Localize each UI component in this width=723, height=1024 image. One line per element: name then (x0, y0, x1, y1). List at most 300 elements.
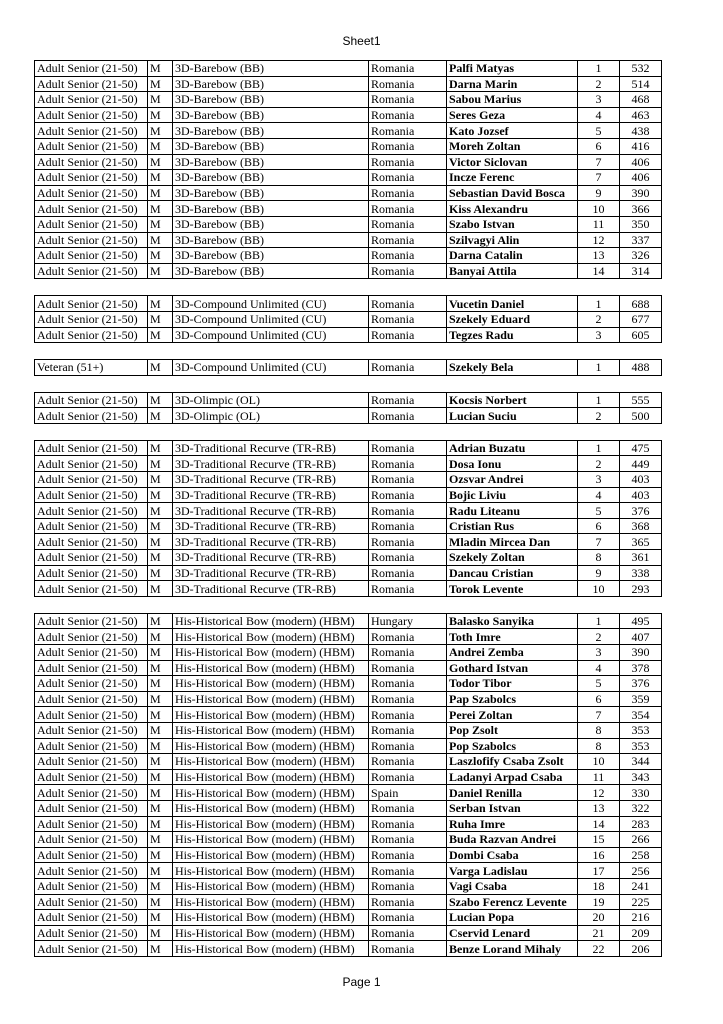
division-cell: His-Historical Bow (modern) (HBM) (173, 738, 369, 754)
country-cell: Romania (369, 107, 447, 123)
score-cell: 338 (620, 565, 662, 581)
gender-cell: M (148, 487, 173, 503)
table-row (35, 660, 662, 676)
division-cell: 3D-Barebow (BB) (173, 138, 369, 154)
gender-cell: M (148, 311, 173, 327)
table-row (35, 456, 662, 472)
gender-cell: M (148, 201, 173, 217)
category-cell: Adult Senior (21-50) (35, 61, 148, 77)
archer-name-cell: Vagi Csaba (447, 878, 578, 894)
country-cell: Romania (369, 154, 447, 170)
score-cell: 407 (620, 629, 662, 645)
score-cell: 293 (620, 581, 662, 597)
table-row (35, 107, 662, 123)
rank-cell: 3 (578, 92, 620, 108)
category-cell: Adult Senior (21-50) (35, 878, 148, 894)
country-cell: Romania (369, 754, 447, 770)
table-row (35, 581, 662, 597)
category-cell: Adult Senior (21-50) (35, 263, 148, 279)
archer-name-cell: Perei Zoltan (447, 707, 578, 723)
division-cell: 3D-Traditional Recurve (TR-RB) (173, 565, 369, 581)
division-cell: His-Historical Bow (modern) (HBM) (173, 645, 369, 661)
table-row (35, 360, 662, 376)
results-group-table (34, 440, 662, 597)
score-cell: 350 (620, 216, 662, 232)
score-cell: 403 (620, 487, 662, 503)
rank-cell: 2 (578, 456, 620, 472)
score-cell: 206 (620, 941, 662, 957)
rank-cell: 5 (578, 676, 620, 692)
score-cell: 366 (620, 201, 662, 217)
division-cell: His-Historical Bow (modern) (HBM) (173, 613, 369, 629)
division-cell: His-Historical Bow (modern) (HBM) (173, 769, 369, 785)
country-cell: Romania (369, 392, 447, 408)
archer-name-cell: Sabou Marius (447, 92, 578, 108)
score-cell: 361 (620, 550, 662, 566)
gender-cell: M (148, 296, 173, 312)
category-cell: Adult Senior (21-50) (35, 660, 148, 676)
division-cell: His-Historical Bow (modern) (HBM) (173, 847, 369, 863)
archer-name-cell: Lucian Popa (447, 910, 578, 926)
category-cell: Adult Senior (21-50) (35, 154, 148, 170)
archer-name-cell: Kiss Alexandru (447, 201, 578, 217)
table-row (35, 216, 662, 232)
country-cell: Romania (369, 816, 447, 832)
country-cell: Romania (369, 360, 447, 376)
score-cell: 500 (620, 408, 662, 424)
country-cell: Romania (369, 847, 447, 863)
score-cell: 555 (620, 392, 662, 408)
rank-cell: 2 (578, 311, 620, 327)
archer-name-cell: Victor Siclovan (447, 154, 578, 170)
category-cell: Adult Senior (21-50) (35, 645, 148, 661)
score-cell: 514 (620, 76, 662, 92)
rank-cell: 21 (578, 925, 620, 941)
results-group-table (34, 295, 662, 343)
country-cell: Romania (369, 248, 447, 264)
category-cell: Adult Senior (21-50) (35, 518, 148, 534)
category-cell: Adult Senior (21-50) (35, 629, 148, 645)
category-cell: Adult Senior (21-50) (35, 676, 148, 692)
country-cell: Romania (369, 311, 447, 327)
division-cell: 3D-Barebow (BB) (173, 263, 369, 279)
archer-name-cell: Pop Zsolt (447, 722, 578, 738)
gender-cell: M (148, 472, 173, 488)
score-cell: 406 (620, 170, 662, 186)
archer-name-cell: Torok Levente (447, 581, 578, 597)
gender-cell: M (148, 154, 173, 170)
table-row (35, 816, 662, 832)
archer-name-cell: Incze Ferenc (447, 170, 578, 186)
table-row (35, 392, 662, 408)
table-row (35, 534, 662, 550)
score-cell: 241 (620, 878, 662, 894)
table-row (35, 248, 662, 264)
category-cell: Adult Senior (21-50) (35, 76, 148, 92)
division-cell: His-Historical Bow (modern) (HBM) (173, 707, 369, 723)
gender-cell: M (148, 645, 173, 661)
category-cell: Adult Senior (21-50) (35, 392, 148, 408)
gender-cell: M (148, 925, 173, 941)
archer-name-cell: Sebastian David Bosca (447, 185, 578, 201)
category-cell: Adult Senior (21-50) (35, 894, 148, 910)
archer-name-cell: Pap Szabolcs (447, 691, 578, 707)
category-cell: Adult Senior (21-50) (35, 170, 148, 186)
country-cell: Romania (369, 138, 447, 154)
country-cell: Romania (369, 327, 447, 343)
gender-cell: M (148, 691, 173, 707)
rank-cell: 10 (578, 754, 620, 770)
country-cell: Romania (369, 738, 447, 754)
gender-cell: M (148, 92, 173, 108)
division-cell: 3D-Olimpic (OL) (173, 392, 369, 408)
score-cell: 354 (620, 707, 662, 723)
rank-cell: 14 (578, 263, 620, 279)
archer-name-cell: Ruha Imre (447, 816, 578, 832)
category-cell: Adult Senior (21-50) (35, 785, 148, 801)
archer-name-cell: Todor Tibor (447, 676, 578, 692)
score-cell: 677 (620, 311, 662, 327)
score-cell: 406 (620, 154, 662, 170)
division-cell: 3D-Traditional Recurve (TR-RB) (173, 440, 369, 456)
archer-name-cell: Benze Lorand Mihaly (447, 941, 578, 957)
country-cell: Romania (369, 800, 447, 816)
gender-cell: M (148, 534, 173, 550)
country-cell: Romania (369, 660, 447, 676)
category-cell: Adult Senior (21-50) (35, 472, 148, 488)
results-group-table (34, 60, 662, 279)
archer-name-cell: Pop Szabolcs (447, 738, 578, 754)
archer-name-cell: Kato Jozsef (447, 123, 578, 139)
division-cell: 3D-Barebow (BB) (173, 61, 369, 77)
rank-cell: 15 (578, 832, 620, 848)
category-cell: Veteran (51+) (35, 360, 148, 376)
rank-cell: 2 (578, 76, 620, 92)
division-cell: His-Historical Bow (modern) (HBM) (173, 691, 369, 707)
rank-cell: 12 (578, 232, 620, 248)
division-cell: 3D-Barebow (BB) (173, 107, 369, 123)
archer-name-cell: Szekely Zoltan (447, 550, 578, 566)
country-cell: Romania (369, 170, 447, 186)
division-cell: His-Historical Bow (modern) (HBM) (173, 629, 369, 645)
table-row (35, 925, 662, 941)
table-row (35, 910, 662, 926)
category-cell: Adult Senior (21-50) (35, 816, 148, 832)
gender-cell: M (148, 170, 173, 186)
country-cell: Romania (369, 503, 447, 519)
rank-cell: 22 (578, 941, 620, 957)
archer-name-cell: Kocsis Norbert (447, 392, 578, 408)
gender-cell: M (148, 185, 173, 201)
country-cell: Spain (369, 785, 447, 801)
country-cell: Romania (369, 769, 447, 785)
division-cell: 3D-Compound Unlimited (CU) (173, 360, 369, 376)
gender-cell: M (148, 738, 173, 754)
category-cell: Adult Senior (21-50) (35, 216, 148, 232)
category-cell: Adult Senior (21-50) (35, 941, 148, 957)
archer-name-cell: Tegzes Radu (447, 327, 578, 343)
country-cell: Romania (369, 201, 447, 217)
archer-name-cell: Cservid Lenard (447, 925, 578, 941)
country-cell: Romania (369, 408, 447, 424)
score-cell: 266 (620, 832, 662, 848)
table-row (35, 518, 662, 534)
category-cell: Adult Senior (21-50) (35, 565, 148, 581)
division-cell: 3D-Barebow (BB) (173, 232, 369, 248)
archer-name-cell: Banyai Attila (447, 263, 578, 279)
table-row (35, 676, 662, 692)
rank-cell: 9 (578, 565, 620, 581)
table-row (35, 738, 662, 754)
gender-cell: M (148, 565, 173, 581)
rank-cell: 7 (578, 154, 620, 170)
archer-name-cell: Szekely Bela (447, 360, 578, 376)
category-cell: Adult Senior (21-50) (35, 248, 148, 264)
category-cell: Adult Senior (21-50) (35, 581, 148, 597)
gender-cell: M (148, 785, 173, 801)
country-cell: Romania (369, 123, 447, 139)
gender-cell: M (148, 550, 173, 566)
division-cell: His-Historical Bow (modern) (HBM) (173, 910, 369, 926)
country-cell: Romania (369, 61, 447, 77)
category-cell: Adult Senior (21-50) (35, 800, 148, 816)
division-cell: 3D-Traditional Recurve (TR-RB) (173, 487, 369, 503)
rank-cell: 11 (578, 216, 620, 232)
rank-cell: 7 (578, 170, 620, 186)
gender-cell: M (148, 847, 173, 863)
table-row (35, 138, 662, 154)
country-cell: Romania (369, 263, 447, 279)
country-cell: Romania (369, 534, 447, 550)
category-cell: Adult Senior (21-50) (35, 296, 148, 312)
archer-name-cell: Dancau Cristian (447, 565, 578, 581)
score-cell: 344 (620, 754, 662, 770)
rank-cell: 13 (578, 248, 620, 264)
score-cell: 390 (620, 185, 662, 201)
archer-name-cell: Radu Liteanu (447, 503, 578, 519)
category-cell: Adult Senior (21-50) (35, 691, 148, 707)
table-row (35, 170, 662, 186)
table-row (35, 92, 662, 108)
archer-name-cell: Szabo Istvan (447, 216, 578, 232)
table-row (35, 613, 662, 629)
category-cell: Adult Senior (21-50) (35, 138, 148, 154)
category-cell: Adult Senior (21-50) (35, 408, 148, 424)
division-cell: 3D-Traditional Recurve (TR-RB) (173, 518, 369, 534)
category-cell: Adult Senior (21-50) (35, 440, 148, 456)
score-cell: 225 (620, 894, 662, 910)
gender-cell: M (148, 107, 173, 123)
rank-cell: 19 (578, 894, 620, 910)
table-row (35, 487, 662, 503)
table-row (35, 707, 662, 723)
gender-cell: M (148, 629, 173, 645)
rank-cell: 1 (578, 360, 620, 376)
gender-cell: M (148, 518, 173, 534)
country-cell: Romania (369, 472, 447, 488)
country-cell: Romania (369, 518, 447, 534)
archer-name-cell: Szilvagyi Alin (447, 232, 578, 248)
table-row (35, 847, 662, 863)
division-cell: His-Historical Bow (modern) (HBM) (173, 832, 369, 848)
gender-cell: M (148, 76, 173, 92)
division-cell: 3D-Traditional Recurve (TR-RB) (173, 456, 369, 472)
gender-cell: M (148, 503, 173, 519)
archer-name-cell: Lucian Suciu (447, 408, 578, 424)
score-cell: 403 (620, 472, 662, 488)
rank-cell: 6 (578, 518, 620, 534)
gender-cell: M (148, 754, 173, 770)
table-row (35, 629, 662, 645)
table-row (35, 878, 662, 894)
table-row (35, 123, 662, 139)
division-cell: His-Historical Bow (modern) (HBM) (173, 863, 369, 879)
category-cell: Adult Senior (21-50) (35, 201, 148, 217)
archer-name-cell: Buda Razvan Andrei (447, 832, 578, 848)
gender-cell: M (148, 769, 173, 785)
score-cell: 343 (620, 769, 662, 785)
country-cell: Romania (369, 440, 447, 456)
archer-name-cell: Szabo Ferencz Levente (447, 894, 578, 910)
score-cell: 368 (620, 518, 662, 534)
division-cell: 3D-Barebow (BB) (173, 92, 369, 108)
gender-cell: M (148, 138, 173, 154)
archer-name-cell: Vucetin Daniel (447, 296, 578, 312)
rank-cell: 6 (578, 691, 620, 707)
archer-name-cell: Gothard Istvan (447, 660, 578, 676)
division-cell: 3D-Compound Unlimited (CU) (173, 311, 369, 327)
rank-cell: 8 (578, 722, 620, 738)
table-row (35, 503, 662, 519)
division-cell: 3D-Compound Unlimited (CU) (173, 296, 369, 312)
country-cell: Romania (369, 232, 447, 248)
country-cell: Romania (369, 629, 447, 645)
score-cell: 353 (620, 738, 662, 754)
gender-cell: M (148, 232, 173, 248)
country-cell: Romania (369, 676, 447, 692)
rank-cell: 8 (578, 738, 620, 754)
gender-cell: M (148, 816, 173, 832)
table-row (35, 832, 662, 848)
country-cell: Romania (369, 832, 447, 848)
division-cell: His-Historical Bow (modern) (HBM) (173, 878, 369, 894)
category-cell: Adult Senior (21-50) (35, 738, 148, 754)
division-cell: His-Historical Bow (modern) (HBM) (173, 722, 369, 738)
archer-name-cell: Cristian Rus (447, 518, 578, 534)
gender-cell: M (148, 894, 173, 910)
rank-cell: 1 (578, 61, 620, 77)
category-cell: Adult Senior (21-50) (35, 707, 148, 723)
score-cell: 326 (620, 248, 662, 264)
archer-name-cell: Serban Istvan (447, 800, 578, 816)
table-row (35, 785, 662, 801)
rank-cell: 1 (578, 296, 620, 312)
rank-cell: 2 (578, 408, 620, 424)
table-row (35, 232, 662, 248)
score-cell: 468 (620, 92, 662, 108)
country-cell: Romania (369, 185, 447, 201)
division-cell: His-Historical Bow (modern) (HBM) (173, 816, 369, 832)
archer-name-cell: Dombi Csaba (447, 847, 578, 863)
gender-cell: M (148, 613, 173, 629)
rank-cell: 3 (578, 472, 620, 488)
rank-cell: 2 (578, 629, 620, 645)
archer-name-cell: Andrei Zemba (447, 645, 578, 661)
country-cell: Romania (369, 216, 447, 232)
table-row (35, 185, 662, 201)
archer-name-cell: Moreh Zoltan (447, 138, 578, 154)
archer-name-cell: Darna Marin (447, 76, 578, 92)
table-row (35, 61, 662, 77)
score-cell: 463 (620, 107, 662, 123)
score-cell: 376 (620, 503, 662, 519)
gender-cell: M (148, 707, 173, 723)
division-cell: 3D-Barebow (BB) (173, 123, 369, 139)
division-cell: 3D-Traditional Recurve (TR-RB) (173, 534, 369, 550)
gender-cell: M (148, 61, 173, 77)
category-cell: Adult Senior (21-50) (35, 92, 148, 108)
division-cell: 3D-Barebow (BB) (173, 248, 369, 264)
archer-name-cell: Mladin Mircea Dan (447, 534, 578, 550)
division-cell: 3D-Barebow (BB) (173, 154, 369, 170)
results-group-table (34, 613, 662, 957)
country-cell: Romania (369, 456, 447, 472)
score-cell: 330 (620, 785, 662, 801)
division-cell: His-Historical Bow (modern) (HBM) (173, 785, 369, 801)
gender-cell: M (148, 878, 173, 894)
archer-name-cell: Adrian Buzatu (447, 440, 578, 456)
score-cell: 605 (620, 327, 662, 343)
country-cell: Romania (369, 565, 447, 581)
score-cell: 390 (620, 645, 662, 661)
category-cell: Adult Senior (21-50) (35, 613, 148, 629)
archer-name-cell: Bojic Liviu (447, 487, 578, 503)
division-cell: 3D-Traditional Recurve (TR-RB) (173, 550, 369, 566)
division-cell: 3D-Barebow (BB) (173, 76, 369, 92)
rank-cell: 10 (578, 581, 620, 597)
gender-cell: M (148, 216, 173, 232)
archer-name-cell: Balasko Sanyika (447, 613, 578, 629)
division-cell: 3D-Traditional Recurve (TR-RB) (173, 503, 369, 519)
rank-cell: 10 (578, 201, 620, 217)
division-cell: His-Historical Bow (modern) (HBM) (173, 894, 369, 910)
rank-cell: 9 (578, 185, 620, 201)
rank-cell: 1 (578, 613, 620, 629)
table-row (35, 941, 662, 957)
table-row (35, 645, 662, 661)
rank-cell: 20 (578, 910, 620, 926)
table-row (35, 691, 662, 707)
rank-cell: 4 (578, 660, 620, 676)
score-cell: 378 (620, 660, 662, 676)
category-cell: Adult Senior (21-50) (35, 769, 148, 785)
category-cell: Adult Senior (21-50) (35, 487, 148, 503)
category-cell: Adult Senior (21-50) (35, 123, 148, 139)
category-cell: Adult Senior (21-50) (35, 107, 148, 123)
rank-cell: 14 (578, 816, 620, 832)
score-cell: 495 (620, 613, 662, 629)
category-cell: Adult Senior (21-50) (35, 550, 148, 566)
score-cell: 314 (620, 263, 662, 279)
score-cell: 438 (620, 123, 662, 139)
score-cell: 688 (620, 296, 662, 312)
division-cell: His-Historical Bow (modern) (HBM) (173, 660, 369, 676)
score-cell: 359 (620, 691, 662, 707)
country-cell: Romania (369, 645, 447, 661)
score-cell: 353 (620, 722, 662, 738)
table-row (35, 722, 662, 738)
archer-name-cell: Laszlofify Csaba Zsolt (447, 754, 578, 770)
